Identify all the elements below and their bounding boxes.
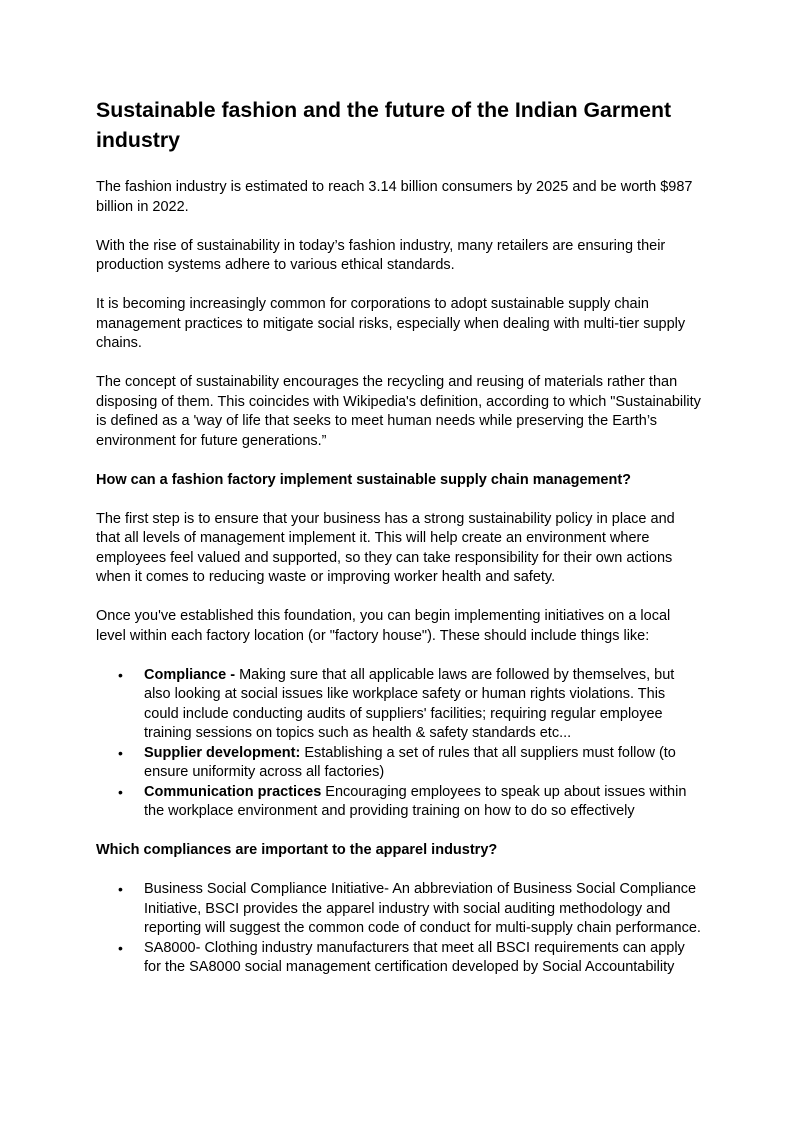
title-block	[96, 92, 702, 178]
bullet-icon: •	[118, 881, 123, 897]
intro-paragraph-4: The concept of sustainability encourages the recycling and reusing of materials rather than disposing of them. This coincides with Wikipedia's definition, according to which "Sustainability is defined as a 'way of life that seeks to meet human needs while preserving the Earth’s environment for future generations.”	[96, 374, 701, 449]
list-item	[118, 783, 702, 822]
list-item	[118, 939, 702, 978]
bullet-label: Communication practices	[144, 783, 322, 800]
bullet-label: Supplier development:	[144, 744, 301, 761]
intro-paragraph-1: The fashion industry is estimated to reach 3.14 billion consumers by 2025 and be worth $987 billion in 2022.	[96, 179, 693, 215]
bullet-icon: •	[118, 783, 123, 800]
bullet-label: Compliance -	[144, 666, 236, 683]
bullet-text: Encouraging employees to speak up about issues within the workplace environment and providing training on how to do so effectively	[144, 783, 687, 819]
document-title: Sustainable fashion and the future of the Indian Garment industry	[96, 98, 672, 152]
section2-heading: Which compliances are important to the apparel industry?	[96, 842, 498, 858]
bullet-text: Making sure that all applicable laws are followed by themselves, but also looking at social issues like workplace safety or human rights violations. This could include conducting audits of suppliers' facilities; requiring regular employee training sessions on topics such as health & safety standards etc...	[144, 666, 675, 741]
intro-paragraph-2: With the rise of sustainability in today’s fashion industry, many retailers are ensuring their production systems adhere to various ethical standards.	[96, 237, 666, 273]
list-item	[118, 666, 702, 744]
intro-paragraph-3: It is becoming increasingly common for corporations to adopt sustainable supply chain management practices to mitigate social risks, especially when dealing with multi-tier supply chains.	[96, 296, 686, 351]
section1-paragraph-2: Once you've established this foundation, you can begin implementing initiatives on a local level within each factory location (or "factory house"). These should include things like:	[96, 608, 671, 644]
bullet-text: SA8000- Clothing industry manufacturers that meet all BSCI requirements can apply for the SA8000 social management certification developed by Social Accountability	[144, 939, 685, 975]
section2-bullet-list	[96, 880, 702, 978]
bullet-icon: •	[118, 744, 123, 761]
bullet-icon: •	[118, 939, 123, 956]
section1-heading: How can a fashion factory implement sustainable supply chain management?	[96, 471, 632, 488]
list-item	[118, 744, 702, 783]
bullet-icon: •	[118, 666, 123, 683]
section1-paragraph-1: The first step is to ensure that your business has a strong sustainability policy in place and that all levels of management implement it. This will help create an environment where employees feel valued and supported, so they can take responsibility for their own actions when it comes to reducing waste or improving worker health and safety.	[96, 510, 675, 585]
section1-bullet-list	[96, 666, 702, 822]
document-page	[96, 92, 702, 997]
bullet-text: Establishing a set of rules that all suppliers must follow (to ensure uniformity across all factories)	[144, 744, 676, 780]
list-item	[118, 880, 702, 939]
bullet-text: Business Social Compliance Initiative- An abbreviation of Business Social Compliance Initiative, BSCI provides the apparel industry with social auditing methodology and reporting will suggest the common code of conduct for multi-supply chain performance.	[144, 881, 701, 936]
